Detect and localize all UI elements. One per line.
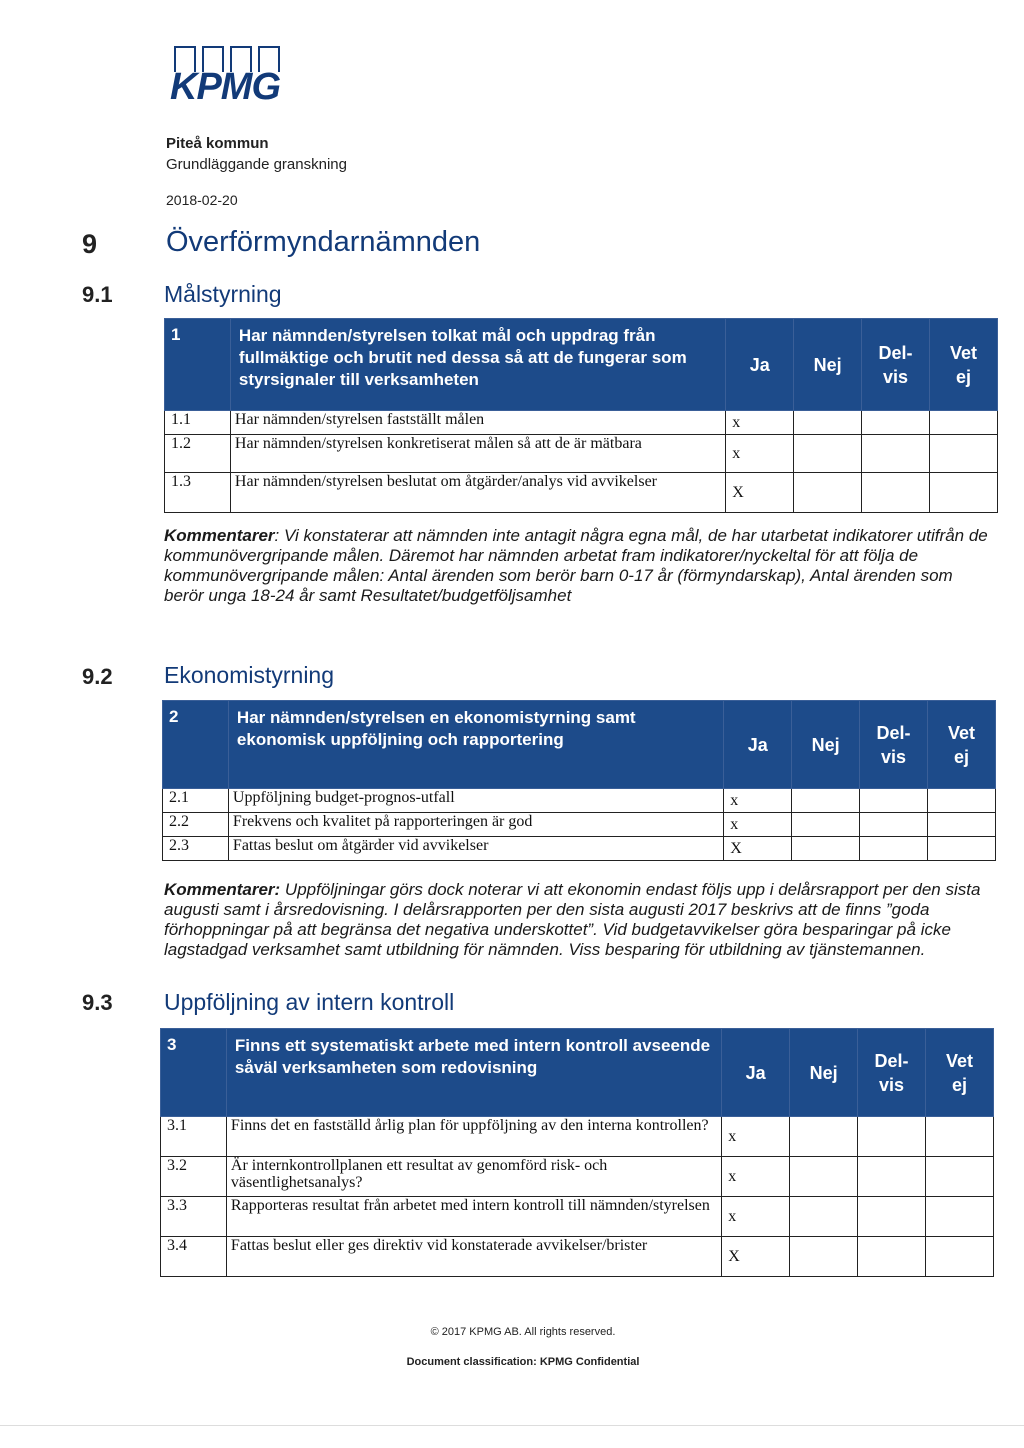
answer-nej	[792, 837, 860, 861]
row-id: 2.1	[163, 789, 229, 813]
row-question: Fattas beslut eller ges direktiv vid konstaterade avvikelser/brister	[226, 1237, 721, 1277]
row-question: Rapporteras resultat från arbetet med intern kontroll till nämnden/styrelsen	[226, 1197, 721, 1237]
answer-vet-ej	[928, 813, 996, 837]
answer-vet-ej	[926, 1197, 994, 1237]
section-number: 9.1	[82, 282, 113, 307]
row-id: 3.1	[161, 1117, 227, 1157]
row-question: Har nämnden/styrelsen fastställt målen	[230, 411, 725, 435]
answer-vet-ej	[930, 435, 998, 473]
table-row	[161, 1197, 994, 1237]
chapter-title: Överförmyndarnämnden	[166, 226, 481, 258]
row-question: Är internkontrollplanen ett resultat av genomförd risk- och väsentlighetsanalys?	[226, 1157, 721, 1197]
answer-nej	[790, 1237, 858, 1277]
row-id: 3.3	[161, 1197, 227, 1237]
question-heading: Finns ett systematiskt arbete med intern kontroll avseende såväl verksamheten som redovisning	[226, 1029, 721, 1117]
row-id: 2.2	[163, 813, 229, 837]
answer-nej	[794, 473, 862, 513]
answer-delvis	[858, 1117, 926, 1157]
answer-delvis	[860, 813, 928, 837]
question-number: 3	[161, 1029, 227, 1117]
section-title: Uppföljning av intern kontroll	[164, 989, 455, 1015]
option-ja: Ja	[726, 319, 794, 411]
table-row	[165, 411, 998, 435]
question-heading: Har nämnden/styrelsen en ekonomistyrning samt ekonomisk uppföljning och rapportering	[228, 701, 723, 789]
answer-delvis	[862, 411, 930, 435]
answer-nej	[790, 1117, 858, 1157]
option-vet-ej: Vet ej	[928, 701, 996, 789]
option-nej: Nej	[794, 319, 862, 411]
comment-block	[164, 880, 994, 960]
table-row	[163, 789, 996, 813]
answer-delvis	[860, 837, 928, 861]
section-title: Målstyrning	[164, 281, 282, 307]
table-row	[165, 473, 998, 513]
answer-ja: x	[722, 1117, 790, 1157]
section-number: 9.3	[82, 990, 113, 1015]
comment-label: Kommentarer	[164, 526, 275, 545]
option-delvis: Del- vis	[860, 701, 928, 789]
question-heading: Har nämnden/styrelsen tolkat mål och uppdrag från fullmäktige och brutit ned dessa så att de fungerar som styrsignaler till verksamheten	[230, 319, 725, 411]
page-bottom-rule	[0, 1425, 1024, 1426]
row-id: 1.2	[165, 435, 231, 473]
section-number: 9.2	[82, 664, 113, 689]
comment-block	[164, 526, 994, 606]
checklist-table-3	[160, 1028, 994, 1277]
comment-text: : Vi konstaterar att nämnden inte antagit några egna mål, de har utarbetat indikatorer utifrån de kommunövergripande målen. Däremot har nämnden arbetat fram indikatorer/nyckeltal för att följa de kommunövergripande målen: Antal ärenden som berör barn 0-17 år (förmyndarskap), Antal ärenden som berör unga 18-24 år samt Resultatet/budgetföljsamhet	[164, 526, 988, 605]
checklist-table-2	[162, 700, 996, 861]
answer-vet-ej	[930, 411, 998, 435]
table-row	[161, 1237, 994, 1277]
row-id: 1.3	[165, 473, 231, 513]
answer-ja: x	[726, 411, 794, 435]
logo-wordmark: KPMG	[170, 66, 280, 108]
answer-vet-ej	[928, 789, 996, 813]
copyright-notice: © 2017 KPMG AB. All rights reserved.	[430, 1326, 616, 1338]
report-date: 2018-02-20	[166, 192, 238, 208]
report-subtitle: Grundläggande granskning	[166, 156, 347, 173]
row-question: Fattas beslut om åtgärder vid avvikelser	[228, 837, 723, 861]
option-nej: Nej	[792, 701, 860, 789]
answer-vet-ej	[926, 1157, 994, 1197]
option-ja: Ja	[722, 1029, 790, 1117]
answer-ja: x	[726, 435, 794, 473]
row-id: 3.4	[161, 1237, 227, 1277]
option-delvis: Del- vis	[858, 1029, 926, 1117]
chapter-number: 9	[82, 229, 98, 259]
row-id: 3.2	[161, 1157, 227, 1197]
table-row	[163, 837, 996, 861]
table-row	[161, 1117, 994, 1157]
comment-label: Kommentarer:	[164, 880, 281, 899]
row-id: 2.3	[163, 837, 229, 861]
option-nej: Nej	[790, 1029, 858, 1117]
answer-ja: x	[722, 1197, 790, 1237]
comment-text: Uppföljningar görs dock noterar vi att ekonomin endast följs upp i delårsrapport per den sista augusti samt i årsredovisning. I delårsrapporten per den sista augusti 2017 beskrivs att de finns ”goda förhoppningar på att begränsa det negativa underskottet”. Vid budgetavvikelser göra besparingar på icke lagstadgad verksamhet samt utbildning för nämnden. Viss besparing för utbildning av tjänstemannen.	[164, 880, 981, 959]
row-question: Finns det en fastställd årlig plan för uppföljning av den interna kontrollen?	[226, 1117, 721, 1157]
table-row	[165, 435, 998, 473]
answer-delvis	[858, 1197, 926, 1237]
document-classification: Document classification: KPMG Confidential	[406, 1356, 640, 1368]
answer-ja: X	[724, 837, 792, 861]
option-delvis: Del- vis	[862, 319, 930, 411]
option-vet-ej: Vet ej	[930, 319, 998, 411]
answer-delvis	[862, 473, 930, 513]
answer-vet-ej	[928, 837, 996, 861]
answer-ja: X	[722, 1237, 790, 1277]
answer-vet-ej	[930, 473, 998, 513]
table-row	[163, 813, 996, 837]
answer-nej	[790, 1197, 858, 1237]
question-number: 2	[163, 701, 229, 789]
table-row	[161, 1157, 994, 1197]
answer-delvis	[862, 435, 930, 473]
answer-nej	[794, 411, 862, 435]
option-ja: Ja	[724, 701, 792, 789]
answer-ja: x	[724, 813, 792, 837]
answer-nej	[792, 813, 860, 837]
answer-nej	[794, 435, 862, 473]
row-question: Har nämnden/styrelsen beslutat om åtgärder/analys vid avvikelser	[230, 473, 725, 513]
question-number: 1	[165, 319, 231, 411]
answer-vet-ej	[926, 1237, 994, 1277]
kpmg-logo	[166, 46, 316, 106]
answer-nej	[792, 789, 860, 813]
organization-name: Piteå kommun	[166, 135, 269, 152]
answer-ja: X	[726, 473, 794, 513]
answer-delvis	[858, 1237, 926, 1277]
row-question: Har nämnden/styrelsen konkretiserat målen så att de är mätbara	[230, 435, 725, 473]
answer-ja: x	[724, 789, 792, 813]
section-title: Ekonomistyrning	[164, 662, 335, 688]
answer-delvis	[858, 1157, 926, 1197]
answer-ja: x	[722, 1157, 790, 1197]
answer-nej	[790, 1157, 858, 1197]
answer-delvis	[860, 789, 928, 813]
option-vet-ej: Vet ej	[926, 1029, 994, 1117]
row-question: Frekvens och kvalitet på rapporteringen är god	[228, 813, 723, 837]
checklist-table-1	[164, 318, 998, 513]
answer-vet-ej	[926, 1117, 994, 1157]
row-question: Uppföljning budget-prognos-utfall	[228, 789, 723, 813]
row-id: 1.1	[165, 411, 231, 435]
